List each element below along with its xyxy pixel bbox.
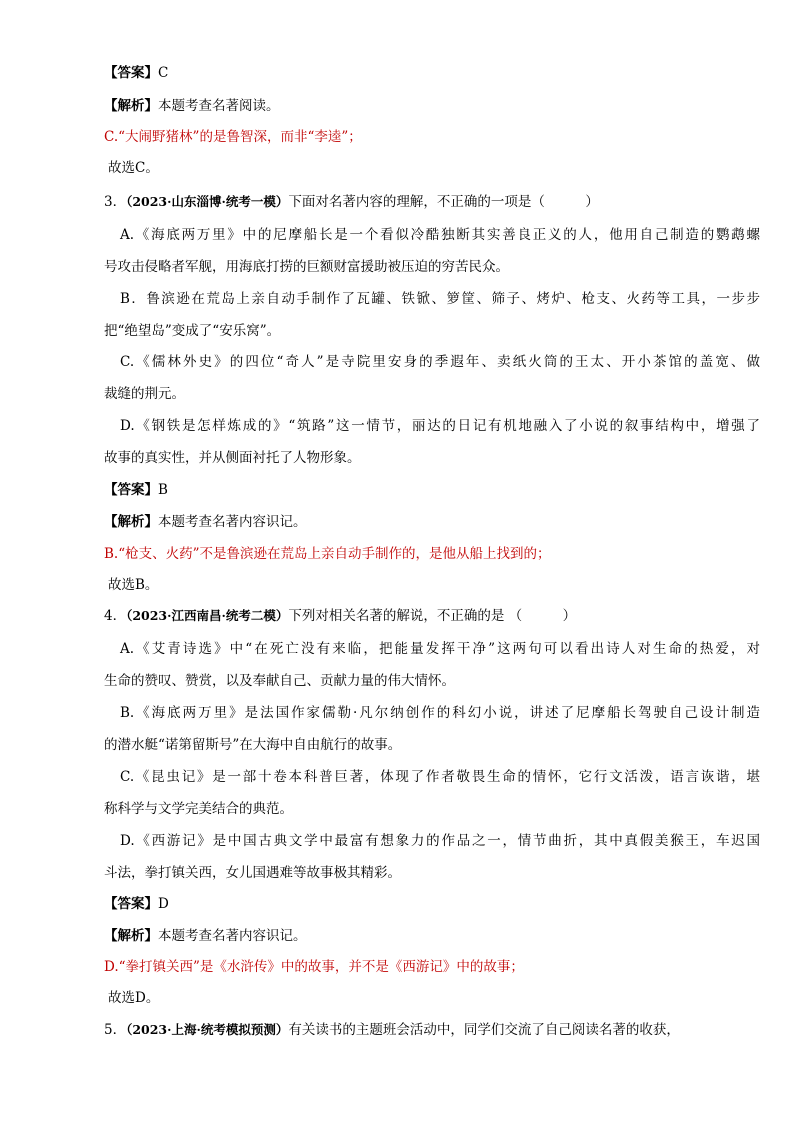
question-3-stem <box>104 193 599 211</box>
analysis-tag: 【解析】 <box>104 928 158 944</box>
answer-value: D <box>158 896 169 912</box>
analysis-text: 本题考查名著内容识记。 <box>158 928 307 944</box>
q3-option-a-line-1: A.《海底两万里》中的尼摩船长是一个看似冷酷独断其实善良正义的人，他用自己制造的鹦鹉螺 <box>120 227 760 243</box>
q4-option-c-line-2: 称科学与文学完美结合的典范。 <box>104 801 293 817</box>
q3-option-a-line-2: 号攻击侵略者军舰，用海底打捞的巨额财富援助被压迫的穷苦民众。 <box>104 259 509 275</box>
q4-option-b-line-2: 的潜水艇“诺第留斯号”在大海中自由航行的故事。 <box>104 737 402 753</box>
q4-option-d-line-1: D.《西游记》是中国古典文学中最富有想象力的作品之一，情节曲折，其中真假美猴王，车迟国 <box>120 833 760 849</box>
choice-conclusion: 故选B。 <box>108 577 159 593</box>
q4-option-d-line-2: 斗法，拳打镇关西，女儿国遇难等故事极其精彩。 <box>104 865 401 881</box>
answer-value: B <box>158 482 168 498</box>
analysis-tag: 【解析】 <box>104 98 158 114</box>
explanation-line: C.“大闹野猪林”的是鲁智深，而非“李逵”； <box>104 129 362 145</box>
question-5-stem <box>104 1021 680 1039</box>
answer-value: C <box>158 65 169 81</box>
q4-option-c-line-1: C.《昆虫记》是一部十卷本科普巨著，体现了作者敬畏生命的情怀，它行文活泼，语言诙谐，堪 <box>120 769 760 785</box>
answer-tag: 【答案】 <box>104 65 158 81</box>
explanation-line: B.“枪支、火药”不是鲁滨逊在荒岛上亲自动手制作的，是他从船上找到的； <box>104 546 551 562</box>
q3-option-c-line-1: C.《儒林外史》的四位“奇人”是寺院里安身的季遐年、卖纸火筒的王太、开小茶馆的盖宽、做 <box>120 354 760 370</box>
q3-option-d-line-2: 故事的真实性，并从侧面衬托了人物形象。 <box>104 450 361 466</box>
answer-line <box>104 481 168 499</box>
answer-tag: 【答案】 <box>104 482 158 498</box>
answer-line <box>104 64 168 82</box>
choice-conclusion: 故选C。 <box>108 160 159 176</box>
question-source: （2023·上海·统考模拟预测） <box>126 1022 289 1037</box>
question-source: （2023·山东淄博·统考一模） <box>126 194 289 209</box>
choice-conclusion: 故选D。 <box>108 990 160 1006</box>
question-text: 下面对名著内容的理解，不正确的一项是（ ） <box>288 194 599 210</box>
analysis-line <box>104 927 307 945</box>
q3-option-b-line-2: 把“绝望岛”变成了“安乐窝”。 <box>104 323 281 339</box>
analysis-tag: 【解析】 <box>104 514 158 530</box>
question-source: （2023·江西南昌·统考二模） <box>126 608 289 623</box>
q4-option-b-line-1: B.《海底两万里》是法国作家儒勒·凡尔纳创作的科幻小说，讲述了尼摩船长驾驶自己设计制造 <box>120 705 760 721</box>
question-number: 5． <box>104 1022 127 1038</box>
q4-option-a-line-1: A.《艾青诗选》中“在死亡没有来临，把能量发挥干净”这两句可以看出诗人对生命的热爱，对 <box>120 641 760 657</box>
question-text: 有关读书的主题班会活动中，同学们交流了自己阅读名著的收获， <box>288 1022 680 1038</box>
answer-line <box>104 895 169 913</box>
analysis-line <box>104 97 280 115</box>
analysis-text: 本题考查名著阅读。 <box>158 98 280 114</box>
q3-option-b-line-1: B．鲁滨逊在荒岛上亲自动手制作了瓦罐、铁锨、箩筐、筛子、烤炉、枪支、火药等工具，一步步 <box>120 291 760 307</box>
explanation-line: D.“拳打镇关西”是《水浒传》中的故事，并不是《西游记》中的故事； <box>104 959 524 975</box>
q3-option-d-line-1: D.《钢铁是怎样炼成的》“筑路”这一情节，丽达的日记有机地融入了小说的叙事结构中，增强了 <box>120 418 760 434</box>
q4-option-a-line-2: 生命的赞叹、赞赏，以及奉献自己、贡献力量的伟大情怀。 <box>104 673 455 689</box>
analysis-line <box>104 513 307 531</box>
analysis-text: 本题考查名著内容识记。 <box>158 514 307 530</box>
q3-option-c-line-2: 裁缝的荆元。 <box>104 386 185 402</box>
question-number: 3． <box>104 194 127 210</box>
answer-tag: 【答案】 <box>104 896 158 912</box>
question-4-stem <box>104 607 576 625</box>
question-number: 4． <box>104 608 127 624</box>
question-text: 下列对相关名著的解说，不正确的是 （ ） <box>288 608 577 624</box>
